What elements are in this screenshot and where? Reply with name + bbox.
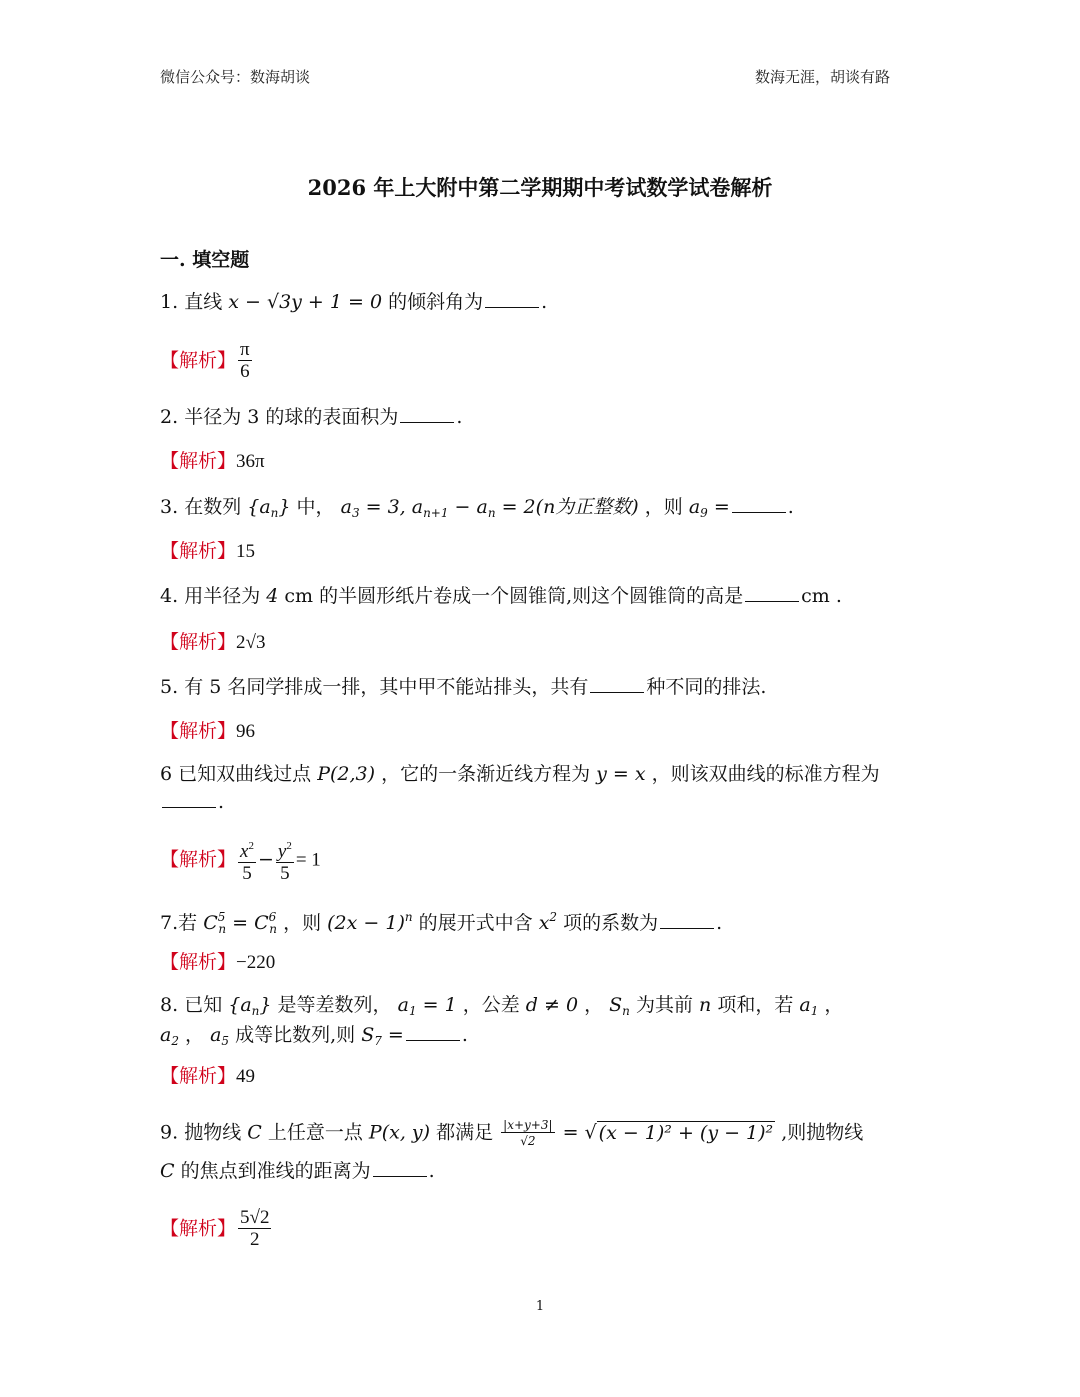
question-7: 7.若 $C^5_n = C^6_n$ ，则 $(2x - 1)^n$ 的展开式中含 $x^2$ 项的系数为 . (160, 910, 723, 936)
answer-2: 【解析】36π (160, 450, 265, 472)
question-9: 9. 抛物线 C 上任意一点 P(x, y) 都满足 $\frac{|x+y+3|}{√2}$ = √ (x − 1)² + (y − 1)² ,则抛物线 (160, 1118, 864, 1148)
question-3: 3. 在数列 $\{a_n\}$ 中， $a_3 = 3$, $a_{n+1} - a_n = 2(n$为正整数) ，则 $a_9$ = . (160, 496, 794, 520)
question-4: 4. 用半径为 4 cm 的半圆形纸片卷成一个圆锥筒,则这个圆锥筒的高是 cm . (160, 585, 842, 607)
question-6: 6 已知双曲线过点 P(2,3) ，它的一条渐近线方程为 y = x ，则该双曲线的标准方程为 . (160, 763, 880, 813)
question-9-line-2: C 的焦点到准线的距离为 . (160, 1160, 435, 1182)
page-title: 2026 年上大附中第二学期期中考试数学试卷解析 (307, 175, 773, 200)
answer-7: 【解析】−220 (160, 951, 276, 973)
answer-5: 【解析】96 (160, 720, 256, 742)
answer-3: 【解析】15 (160, 540, 256, 562)
answer-8: 【解析】49 (160, 1065, 256, 1087)
question-5: 5. 有 5 名同学排成一排，其中甲不能站排头，共有 种不同的排法. (160, 676, 767, 698)
header-left: 微信公众号：数海胡谈 (160, 68, 311, 86)
answer-4: 【解析】2√3 (160, 631, 266, 653)
question-8: 8. 已知 $\{a_n\}$ 是等差数列， $a_1 = 1$ ，公差 d ≠ 0 ， $S_n$ 为其前 n 项和，若 $a_1$ ， (160, 994, 844, 1018)
question-2: 2. 半径为 3 的球的表面积为 . (160, 406, 463, 428)
answer-9: 【解析】 $\frac{5√2}{2}$ (160, 1207, 270, 1250)
header-right: 数海无涯，胡谈有路 (754, 68, 890, 86)
answer-1: 【解析】 $\frac{\pi}{6}$ (160, 339, 250, 382)
question-8-line-2: $a_2$ ， $a_5$ 成等比数列,则 $S_7$ = . (160, 1024, 468, 1048)
answer-6: 【解析】 $\frac{x^2}{5}$ − $\frac{y^2}{5}$ = 1 (160, 840, 321, 884)
page-number: 1 (535, 1299, 545, 1314)
section-heading: 一. 填空题 (160, 249, 250, 271)
question-1: 1. 直线 x − √3y + 1 = 0 的倾斜角为 . (160, 291, 548, 313)
